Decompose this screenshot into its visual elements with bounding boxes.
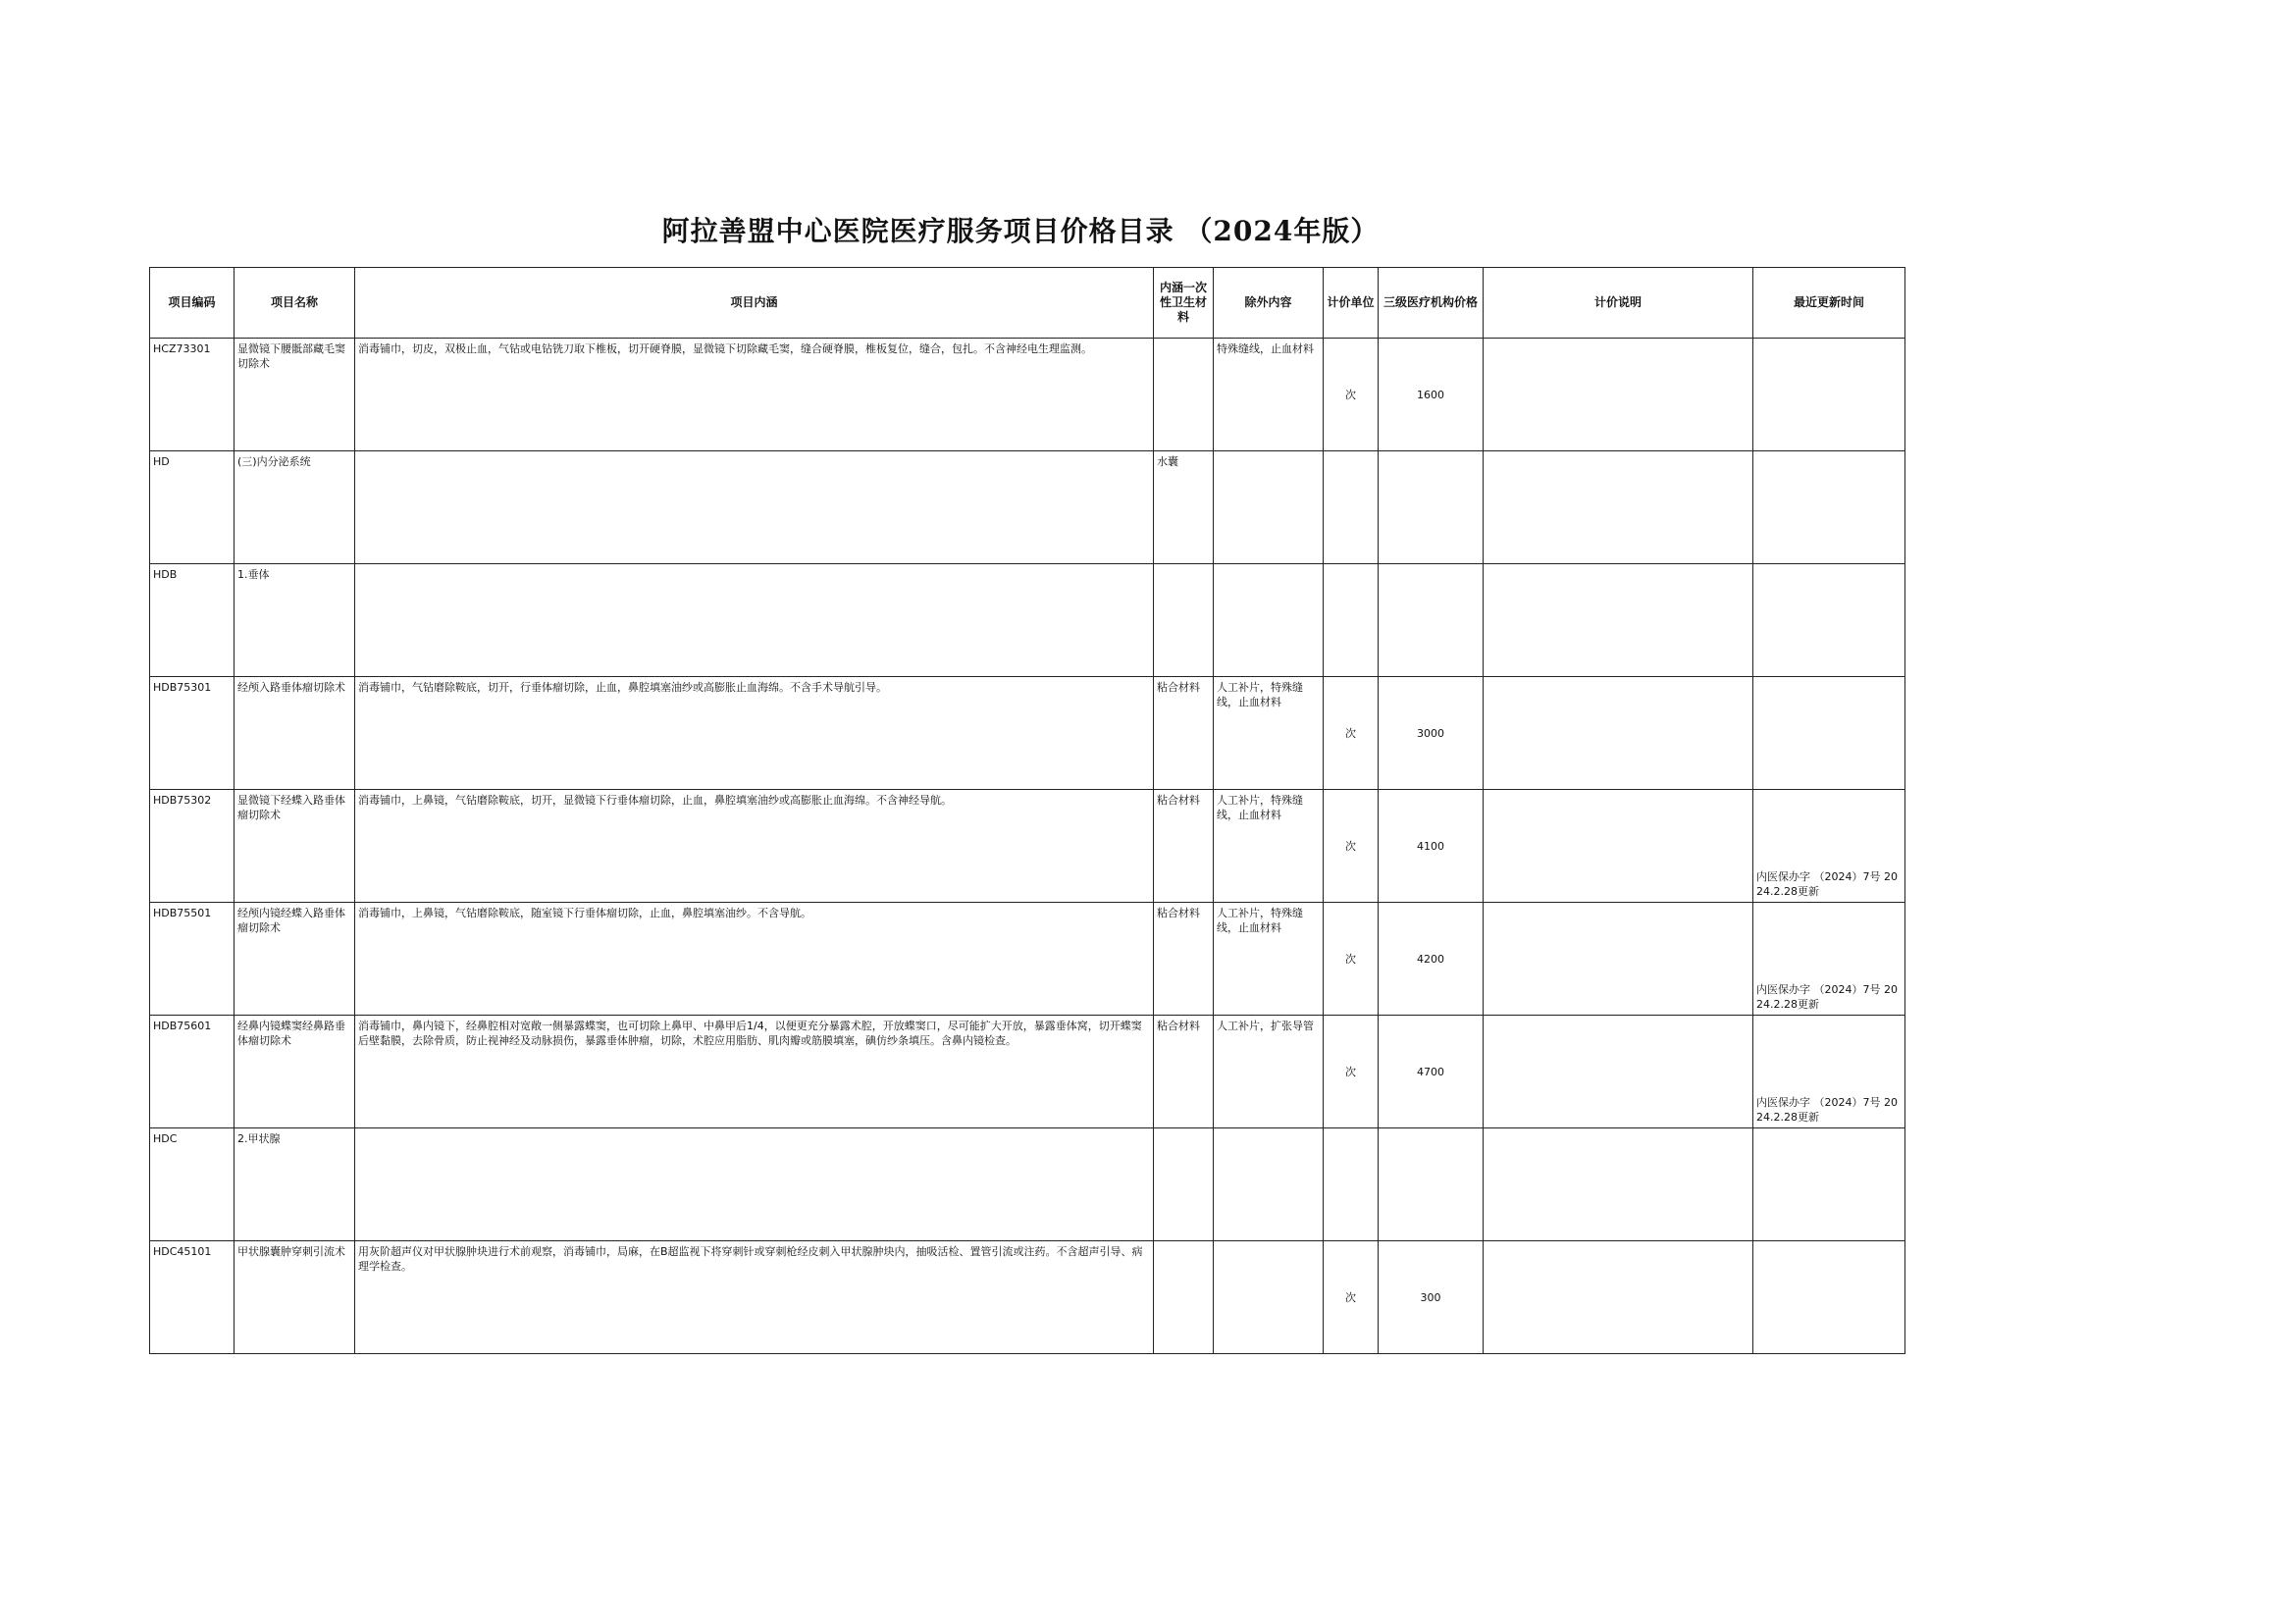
header-name: 项目名称: [235, 268, 355, 339]
cell-name: 显微镜下腰骶部藏毛窦切除术: [235, 339, 355, 451]
header-updated: 最近更新时间: [1753, 268, 1905, 339]
table-row: [150, 1241, 1905, 1354]
cell-materials: 粘合材料: [1154, 903, 1214, 1016]
table-row: [150, 339, 1905, 451]
header-excluded: 除外内容: [1214, 268, 1324, 339]
cell-materials: [1154, 1241, 1214, 1354]
cell-excluded: 特殊缝线，止血材料: [1214, 339, 1324, 451]
cell-content: 用灰阶超声仪对甲状腺肿块进行术前观察，消毒铺巾，局麻，在B超监视下将穿刺针或穿刺枪经皮刺入甲状腺肿块内，抽吸活检、置管引流或注药。不含超声引导、病理学检查。: [355, 1241, 1154, 1354]
cell-content: 消毒铺巾，上鼻镜，气钻磨除鞍底，随室镜下行垂体瘤切除，止血，鼻腔填塞油纱。不含导航。: [355, 903, 1154, 1016]
cell-price: 300: [1379, 1241, 1484, 1354]
table-row: [150, 451, 1905, 564]
cell-notes: [1484, 903, 1753, 1016]
cell-excluded: 人工补片，扩张导管: [1214, 1016, 1324, 1128]
header-row: [150, 268, 1905, 339]
cell-unit: 次: [1324, 790, 1379, 903]
cell-excluded: [1214, 451, 1324, 564]
cell-notes: [1484, 339, 1753, 451]
cell-content: 消毒铺巾，气钻磨除鞍底，切开，行垂体瘤切除，止血，鼻腔填塞油纱或高膨胀止血海绵。不含手术导航引导。: [355, 677, 1154, 790]
cell-content: [355, 451, 1154, 564]
cell-unit: [1324, 451, 1379, 564]
cell-price: 4100: [1379, 790, 1484, 903]
cell-notes: [1484, 677, 1753, 790]
cell-price: 1600: [1379, 339, 1484, 451]
cell-name: 显微镜下经蝶入路垂体瘤切除术: [235, 790, 355, 903]
cell-price: [1379, 564, 1484, 677]
cell-notes: [1484, 451, 1753, 564]
cell-unit: 次: [1324, 677, 1379, 790]
table-row: [150, 1016, 1905, 1128]
cell-materials: [1154, 564, 1214, 677]
cell-updated: [1753, 1241, 1905, 1354]
cell-notes: [1484, 1016, 1753, 1128]
cell-excluded: 人工补片，特殊缝线，止血材料: [1214, 903, 1324, 1016]
cell-updated: 内医保办字 （2024）7号 2024.2.28更新: [1753, 1016, 1905, 1128]
header-unit: 计价单位: [1324, 268, 1379, 339]
cell-price: 3000: [1379, 677, 1484, 790]
cell-notes: [1484, 790, 1753, 903]
cell-materials: [1154, 1128, 1214, 1241]
cell-code: HDC45101: [150, 1241, 235, 1354]
cell-updated: [1753, 1128, 1905, 1241]
cell-unit: [1324, 564, 1379, 677]
cell-code: HD: [150, 451, 235, 564]
table-row: [150, 790, 1905, 903]
cell-code: HDB75302: [150, 790, 235, 903]
cell-code: HDB75501: [150, 903, 235, 1016]
cell-code: HCZ73301: [150, 339, 235, 451]
cell-materials: 粘合材料: [1154, 1016, 1214, 1128]
cell-unit: 次: [1324, 1241, 1379, 1354]
cell-code: HDB: [150, 564, 235, 677]
cell-notes: [1484, 564, 1753, 677]
cell-content: 消毒铺巾，鼻内镜下，经鼻腔相对宽敞一侧暴露蝶窦，也可切除上鼻甲、中鼻甲后1/4，以便更充分暴露术腔，开放蝶窦口，尽可能扩大开放，暴露垂体窝，切开蝶窦后壁黏膜，去除骨质，防止视神经及动脉损伤，暴露垂体肿瘤，切除，术腔应用脂肪、肌肉瓣或筋膜填塞，碘仿纱条填压。含鼻内镜检查。: [355, 1016, 1154, 1128]
price-table: [149, 267, 1905, 1354]
cell-unit: 次: [1324, 1016, 1379, 1128]
cell-excluded: [1214, 564, 1324, 677]
cell-unit: 次: [1324, 339, 1379, 451]
cell-code: HDC: [150, 1128, 235, 1241]
cell-price: [1379, 1128, 1484, 1241]
cell-materials: 粘合材料: [1154, 790, 1214, 903]
cell-excluded: 人工补片，特殊缝线，止血材料: [1214, 677, 1324, 790]
cell-materials: 粘合材料: [1154, 677, 1214, 790]
cell-notes: [1484, 1241, 1753, 1354]
cell-excluded: [1214, 1241, 1324, 1354]
cell-updated: [1753, 677, 1905, 790]
header-price: 三级医疗机构价格: [1379, 268, 1484, 339]
cell-unit: 次: [1324, 903, 1379, 1016]
cell-name: 经鼻内镜蝶窦经鼻路垂体瘤切除术: [235, 1016, 355, 1128]
cell-name: 经颅内镜经蝶入路垂体瘤切除术: [235, 903, 355, 1016]
cell-content: 消毒铺巾，上鼻镜，气钻磨除鞍底，切开，显微镜下行垂体瘤切除，止血，鼻腔填塞油纱或高膨胀止血海绵。不含神经导航。: [355, 790, 1154, 903]
table-row: [150, 903, 1905, 1016]
cell-code: HDB75301: [150, 677, 235, 790]
cell-name: 经颅入路垂体瘤切除术: [235, 677, 355, 790]
cell-updated: [1753, 339, 1905, 451]
header-materials: 内涵一次性卫生材料: [1154, 268, 1214, 339]
header-content: 项目内涵: [355, 268, 1154, 339]
cell-unit: [1324, 1128, 1379, 1241]
cell-materials: 水囊: [1154, 451, 1214, 564]
table-row: [150, 564, 1905, 677]
cell-notes: [1484, 1128, 1753, 1241]
cell-price: 4700: [1379, 1016, 1484, 1128]
header-code: 项目编码: [150, 268, 235, 339]
cell-price: [1379, 451, 1484, 564]
cell-updated: [1753, 564, 1905, 677]
cell-updated: 内医保办字 （2024）7号 2024.2.28更新: [1753, 790, 1905, 903]
cell-code: HDB75601: [150, 1016, 235, 1128]
cell-content: [355, 564, 1154, 677]
cell-name: (三)内分泌系统: [235, 451, 355, 564]
cell-content: [355, 1128, 1154, 1241]
cell-name: 1.垂体: [235, 564, 355, 677]
page-title: 阿拉善盟中心医院医疗服务项目价格目录 （2024年版）: [661, 215, 1380, 247]
table-row: [150, 1128, 1905, 1241]
cell-name: 甲状腺囊肿穿刺引流术: [235, 1241, 355, 1354]
cell-content: 消毒铺巾，切皮，双极止血，气钻或电钻铣刀取下椎板，切开硬脊膜，显微镜下切除藏毛窦，缝合硬脊膜，椎板复位，缝合，包扎。不含神经电生理监测。: [355, 339, 1154, 451]
cell-name: 2.甲状腺: [235, 1128, 355, 1241]
cell-materials: [1154, 339, 1214, 451]
table-row: [150, 677, 1905, 790]
header-notes: 计价说明: [1484, 268, 1753, 339]
cell-excluded: [1214, 1128, 1324, 1241]
cell-updated: 内医保办字 （2024）7号 2024.2.28更新: [1753, 903, 1905, 1016]
cell-excluded: 人工补片，特殊缝线，止血材料: [1214, 790, 1324, 903]
cell-price: 4200: [1379, 903, 1484, 1016]
cell-updated: [1753, 451, 1905, 564]
